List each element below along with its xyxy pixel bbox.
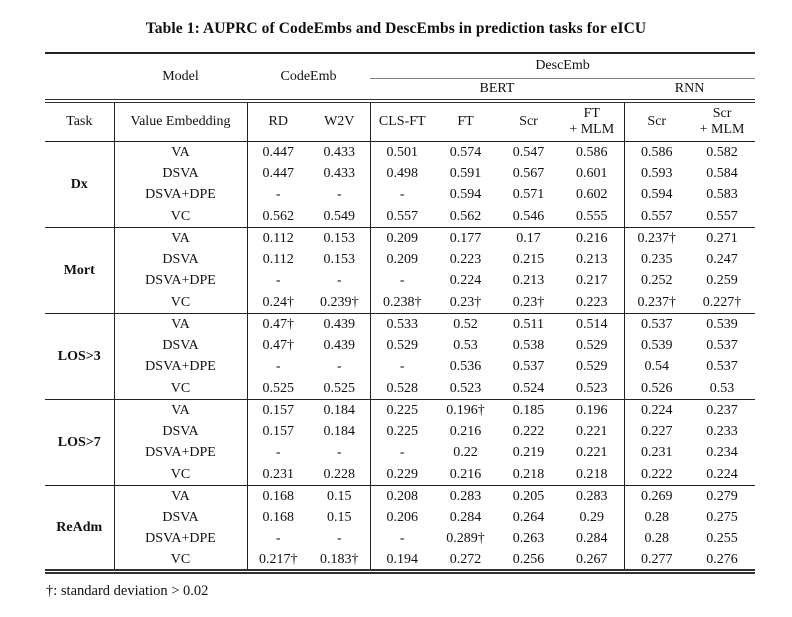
header-task: Task (45, 101, 114, 142)
value-cell: 0.209 (370, 228, 434, 250)
value-cell: 0.217† (247, 550, 309, 572)
value-cell: 0.157 (247, 400, 309, 422)
value-cell: 0.539 (706, 316, 738, 332)
table-row (45, 142, 755, 164)
embedding-cell: VC (114, 292, 247, 314)
value-cell: 0.233 (706, 423, 738, 439)
header-col-ft-mlm-line1: FT (583, 106, 600, 121)
value-cell: 0.283 (449, 488, 482, 504)
value-cell: 0.28 (624, 507, 689, 529)
embedding-cell: VA (114, 400, 247, 422)
table-footnote: †: standard deviation > 0.02 (46, 583, 209, 599)
value-cell: 0.23† (512, 294, 545, 310)
table-row (45, 421, 755, 443)
value-cell: 0.276 (706, 551, 738, 567)
value-cell: 0.586 (624, 142, 689, 164)
value-cell: - (336, 273, 342, 289)
value-cell: - (336, 359, 342, 375)
value-cell: 0.582 (706, 144, 738, 160)
value-cell: 0.47† (247, 314, 309, 336)
value-cell: 0.247 (706, 251, 738, 267)
value-cell: 0.218 (512, 466, 545, 482)
value-cell: 0.217 (576, 273, 608, 289)
value-cell: 0.196 (576, 402, 608, 418)
header-col-cls-ft: CLS-FT (370, 101, 434, 142)
header-bert: BERT (479, 81, 515, 96)
embedding-cell: VA (114, 228, 247, 250)
value-cell: 0.209 (370, 249, 434, 271)
value-cell: 0.537 (512, 359, 545, 375)
embedding-cell: DSVA (114, 421, 247, 443)
value-cell: - (370, 357, 434, 379)
value-cell: 0.526 (624, 378, 689, 400)
value-cell: 0.157 (247, 421, 309, 443)
value-cell: - (247, 185, 309, 207)
value-cell: 0.213 (576, 251, 608, 267)
value-cell: 0.153 (323, 230, 355, 246)
value-cell: 0.528 (370, 378, 434, 400)
value-cell: 0.234 (706, 445, 738, 461)
value-cell: 0.53 (709, 380, 735, 396)
table-row (45, 314, 755, 336)
table-row (45, 271, 755, 293)
embedding-cell: VC (114, 550, 247, 572)
embedding-cell: VA (114, 486, 247, 508)
table-row (45, 206, 755, 228)
value-cell: 0.231 (247, 464, 309, 486)
value-cell: 0.168 (247, 507, 309, 529)
value-cell: 0.264 (512, 509, 545, 525)
value-cell: 0.218 (576, 466, 608, 482)
value-cell: 0.537 (706, 359, 738, 375)
value-cell: 0.536 (449, 359, 482, 375)
value-cell: 0.267 (576, 551, 608, 567)
value-cell: 0.447 (247, 163, 309, 185)
value-cell: 0.525 (323, 380, 355, 396)
value-cell: 0.439 (323, 337, 355, 353)
value-cell: 0.206 (370, 507, 434, 529)
value-cell: 0.557 (624, 206, 689, 228)
header-rnn: RNN (674, 81, 705, 96)
results-table (45, 52, 755, 574)
value-cell: 0.593 (624, 163, 689, 185)
value-cell: 0.529 (576, 337, 608, 353)
value-cell: 0.239† (320, 294, 359, 310)
embedding-cell: VA (114, 314, 247, 336)
header-row-groups (45, 53, 755, 79)
value-cell: - (247, 443, 309, 465)
value-cell: 0.529 (576, 359, 608, 375)
value-cell: 0.562 (449, 208, 482, 224)
value-cell: 0.571 (512, 187, 545, 203)
value-cell: 0.263 (512, 531, 545, 547)
header-col-rd: RD (247, 101, 309, 142)
value-cell: 0.567 (512, 165, 545, 181)
header-blank (45, 53, 114, 101)
value-cell: 0.549 (323, 208, 355, 224)
value-cell: 0.584 (706, 165, 738, 181)
table-row (45, 464, 755, 486)
value-cell: 0.238† (370, 292, 434, 314)
value-cell: 0.594 (449, 187, 482, 203)
value-cell: 0.231 (624, 443, 689, 465)
value-cell: 0.255 (706, 531, 738, 547)
task-cell: Dx (70, 176, 88, 192)
value-cell: 0.227 (624, 421, 689, 443)
value-cell: 0.196† (446, 402, 485, 418)
value-cell: 0.228 (323, 466, 355, 482)
value-cell: 0.275 (706, 509, 738, 525)
value-cell: 0.557 (370, 206, 434, 228)
header-col-rnn-scr-mlm-line2: + MLM (699, 122, 745, 137)
header-col-ft-mlm-line2: + MLM (569, 122, 615, 137)
value-cell: 0.555 (576, 208, 608, 224)
embedding-cell: DSVA+DPE (114, 357, 247, 379)
value-cell: 0.229 (370, 464, 434, 486)
table-row (45, 529, 755, 551)
header-value-embedding: Value Embedding (114, 101, 247, 142)
value-cell: 0.259 (706, 273, 738, 289)
value-cell: - (247, 357, 309, 379)
value-cell: 0.23† (449, 294, 482, 310)
value-cell: 0.237 (706, 402, 738, 418)
header-codeemb: CodeEmb (280, 68, 337, 84)
value-cell: 0.501 (370, 142, 434, 164)
header-col-ft: FT (434, 101, 497, 142)
header-descemb: DescEmb (370, 53, 755, 79)
value-cell: 0.602 (576, 187, 608, 203)
embedding-cell: DSVA+DPE (114, 443, 247, 465)
value-cell: 0.224 (706, 466, 738, 482)
value-cell: 0.215 (512, 251, 545, 267)
value-cell: 0.283 (576, 488, 608, 504)
value-cell: 0.574 (449, 144, 482, 160)
value-cell: 0.15 (327, 509, 352, 525)
table-row (45, 550, 755, 572)
value-cell: 0.216 (576, 230, 608, 246)
value-cell: 0.546 (512, 208, 545, 224)
value-cell: 0.47† (247, 335, 309, 357)
value-cell: - (370, 185, 434, 207)
value-cell: 0.17 (516, 230, 541, 246)
value-cell: 0.112 (247, 249, 309, 271)
value-cell: 0.289† (446, 531, 485, 547)
value-cell: 0.28 (624, 529, 689, 551)
table-row (45, 228, 755, 250)
value-cell: 0.284 (576, 531, 608, 547)
value-cell: 0.225 (370, 421, 434, 443)
value-cell: 0.284 (449, 509, 482, 525)
value-cell: 0.219 (512, 445, 545, 461)
embedding-cell: VC (114, 206, 247, 228)
value-cell: 0.221 (576, 423, 608, 439)
embedding-cell: DSVA (114, 163, 247, 185)
table-row (45, 335, 755, 357)
header-col-scr: Scr (497, 101, 560, 142)
value-cell: 0.594 (624, 185, 689, 207)
task-cell: LOS>3 (57, 348, 101, 364)
value-cell: 0.237† (624, 292, 689, 314)
embedding-cell: VC (114, 464, 247, 486)
value-cell: 0.185 (512, 402, 545, 418)
value-cell: 0.184 (323, 402, 355, 418)
embedding-cell: DSVA (114, 335, 247, 357)
value-cell: 0.52 (453, 316, 478, 332)
value-cell: 0.153 (323, 251, 355, 267)
value-cell: 0.562 (247, 206, 309, 228)
value-cell: 0.601 (576, 165, 608, 181)
value-cell: 0.168 (247, 486, 309, 508)
value-cell: 0.235 (624, 249, 689, 271)
table-row (45, 443, 755, 465)
task-cell: ReAdm (56, 519, 103, 535)
task-group-mort (45, 228, 755, 314)
task-cell: Mort (63, 262, 95, 278)
value-cell: 0.177 (449, 230, 482, 246)
value-cell: - (370, 271, 434, 293)
value-cell: 0.537 (624, 314, 689, 336)
embedding-cell: DSVA+DPE (114, 271, 247, 293)
value-cell: 0.557 (706, 208, 738, 224)
header-col-rnn-scr-mlm-line1: Scr (712, 106, 732, 121)
header-row-columns (45, 101, 755, 142)
value-cell: - (336, 445, 342, 461)
value-cell: 0.54 (624, 357, 689, 379)
value-cell: 0.523 (449, 380, 482, 396)
table-row (45, 507, 755, 529)
value-cell: 0.221 (576, 445, 608, 461)
value-cell: 0.184 (323, 423, 355, 439)
embedding-cell: VC (114, 378, 247, 400)
value-cell: 0.272 (449, 551, 482, 567)
value-cell: - (247, 271, 309, 293)
table-row (45, 163, 755, 185)
embedding-cell: DSVA (114, 249, 247, 271)
table-row (45, 292, 755, 314)
value-cell: 0.547 (512, 144, 545, 160)
value-cell: 0.447 (247, 142, 309, 164)
value-cell: 0.225 (370, 400, 434, 422)
value-cell: 0.194 (370, 550, 434, 572)
table-title: Table 1: AUPRC of CodeEmbs and DescEmbs in prediction tasks for eICU (145, 20, 647, 37)
embedding-cell: DSVA+DPE (114, 185, 247, 207)
header-col-rnn-scr: Scr (624, 101, 689, 142)
value-cell: 0.277 (624, 550, 689, 572)
embedding-cell: DSVA (114, 507, 247, 529)
value-cell: 0.24† (247, 292, 309, 314)
value-cell: 0.256 (512, 551, 545, 567)
table-row (45, 357, 755, 379)
value-cell: - (247, 529, 309, 551)
value-cell: 0.252 (624, 271, 689, 293)
value-cell: 0.222 (512, 423, 545, 439)
task-group-dx (45, 142, 755, 228)
embedding-cell: DSVA+DPE (114, 529, 247, 551)
table-row (45, 249, 755, 271)
value-cell: 0.29 (579, 509, 604, 525)
value-cell: - (336, 531, 342, 547)
value-cell: 0.183† (320, 551, 359, 567)
value-cell: 0.213 (512, 273, 545, 289)
value-cell: 0.539 (624, 335, 689, 357)
value-cell: 0.433 (323, 165, 355, 181)
value-cell: 0.279 (706, 488, 738, 504)
value-cell: 0.271 (706, 230, 738, 246)
value-cell: 0.223 (449, 251, 482, 267)
value-cell: 0.224 (449, 273, 482, 289)
value-cell: 0.514 (576, 316, 608, 332)
value-cell: 0.498 (370, 163, 434, 185)
table-row (45, 185, 755, 207)
value-cell: 0.224 (624, 400, 689, 422)
value-cell: 0.227† (702, 294, 742, 310)
table-row (45, 400, 755, 422)
value-cell: - (370, 529, 434, 551)
value-cell: 0.208 (370, 486, 434, 508)
value-cell: 0.511 (513, 316, 544, 332)
value-cell: 0.433 (323, 144, 355, 160)
value-cell: 0.586 (576, 144, 608, 160)
task-cell: LOS>7 (57, 434, 101, 450)
task-group-los3 (45, 314, 755, 400)
table-row (45, 486, 755, 508)
header-col-rnn-scr-mlm (689, 101, 755, 142)
value-cell: 0.529 (370, 335, 434, 357)
value-cell: 0.533 (370, 314, 434, 336)
task-group-readm (45, 486, 755, 572)
value-cell: - (336, 187, 342, 203)
value-cell: 0.237† (624, 228, 689, 250)
value-cell: 0.15 (327, 488, 352, 504)
value-cell: 0.439 (323, 316, 355, 332)
value-cell: - (370, 443, 434, 465)
value-cell: 0.205 (512, 488, 545, 504)
header-col-w2v: W2V (309, 101, 370, 142)
value-cell: 0.591 (449, 165, 482, 181)
value-cell: 0.223 (576, 294, 608, 310)
value-cell: 0.216 (449, 423, 482, 439)
value-cell: 0.222 (624, 464, 689, 486)
header-model: Model (162, 68, 199, 84)
value-cell: 0.53 (453, 337, 478, 353)
value-cell: 0.22 (453, 445, 478, 461)
value-cell: 0.216 (449, 466, 482, 482)
header-col-ft-mlm (560, 101, 624, 142)
value-cell: 0.525 (247, 378, 309, 400)
value-cell: 0.269 (624, 486, 689, 508)
table-row (45, 378, 755, 400)
value-cell: 0.537 (706, 337, 738, 353)
value-cell: 0.538 (512, 337, 545, 353)
value-cell: 0.523 (576, 380, 608, 396)
value-cell: 0.524 (512, 380, 545, 396)
task-group-los7 (45, 400, 755, 486)
value-cell: 0.112 (247, 228, 309, 250)
embedding-cell: VA (114, 142, 247, 164)
value-cell: 0.583 (706, 187, 738, 203)
